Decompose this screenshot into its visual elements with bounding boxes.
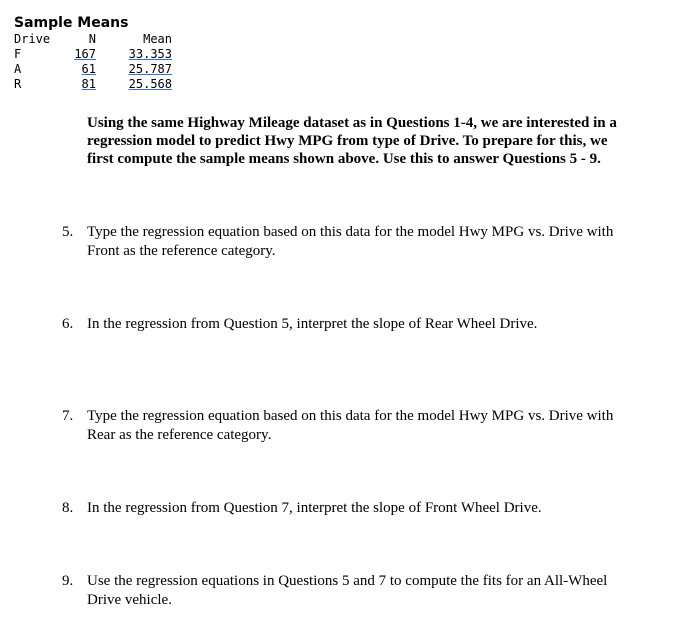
header-n: N (88, 32, 96, 46)
cell-n: 81 (81, 77, 96, 91)
header-mean: Mean (143, 32, 172, 46)
question-number: 6. (62, 316, 74, 332)
cell-drive: F (14, 47, 22, 61)
question-item (62, 315, 637, 334)
question-number: 8. (62, 500, 74, 516)
question-text: In the regression from Question 7, interpret the slope of Front Wheel Drive. (87, 500, 542, 516)
question-text: Use the regression equations in Questions 5 and 7 to compute the fits for an All-Wheel Drive vehicle. (87, 573, 608, 608)
header-drive: Drive (14, 32, 51, 46)
sample-means-output (14, 14, 172, 92)
question-item (62, 407, 637, 445)
table-row (14, 62, 172, 77)
sample-means-table (14, 32, 172, 92)
cell-mean: 33.353 (128, 47, 172, 61)
question-number: 7. (62, 408, 74, 424)
question-number: 9. (62, 573, 74, 589)
table-row (14, 77, 172, 92)
cell-mean: 25.568 (128, 77, 172, 91)
question-text: Type the regression equation based on this data for the model Hwy MPG vs. Drive with Rear as the reference category. (87, 408, 614, 443)
table-row (14, 47, 172, 62)
cell-n: 61 (81, 62, 96, 76)
cell-drive: R (14, 77, 22, 91)
question-item (62, 572, 637, 610)
table-header-row (14, 32, 172, 47)
question-number: 5. (62, 224, 74, 240)
cell-drive: A (14, 62, 22, 76)
stats-title: Sample Means (14, 15, 129, 31)
intro-paragraph: Using the same Highway Mileage dataset as in Questions 1-4, we are interested in a regression model to predict Hwy MPG from type of Drive. To prepare for this, we first compute the sample means shown above. Use this to answer Questions 5 - 9. (87, 115, 617, 167)
cell-n: 167 (74, 47, 96, 61)
question-text: Type the regression equation based on this data for the model Hwy MPG vs. Drive with Front as the reference category. (87, 224, 614, 259)
question-item (62, 223, 637, 261)
question-text: In the regression from Question 5, interpret the slope of Rear Wheel Drive. (87, 316, 538, 332)
question-item (62, 499, 637, 518)
cell-mean: 25.787 (128, 62, 172, 76)
